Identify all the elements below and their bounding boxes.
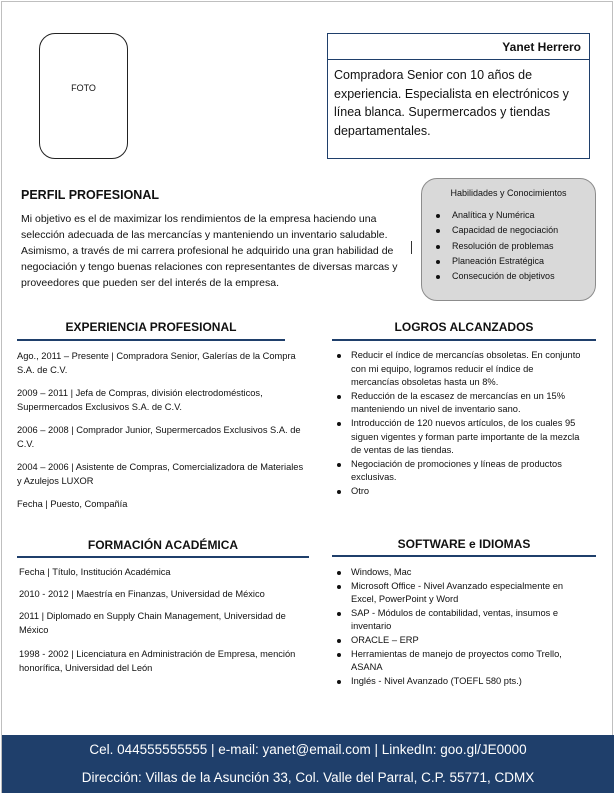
address-line: Dirección: Villas de la Asunción 33, Col. Valle del Parral, C.P. 55771, CDMX — [81, 770, 535, 785]
software-title: SOFTWARE e IDIOMAS — [397, 537, 531, 551]
software-item: SAP - Módulos de contabilidad, ventas, insumos e inventario — [337, 607, 582, 634]
contact-footer — [2, 735, 614, 793]
achievement-item: Reducción de la escasez de mercancías en un 15% manteniendo un nivel de inventario sano. — [337, 390, 582, 417]
profile-title: PERFIL PROFESIONAL — [21, 188, 159, 202]
experience-item: 2006 – 2008 | Comprador Junior, Supermercados Exclusivos S.A. de C.V. — [17, 425, 301, 449]
education-item: Fecha | Título, Institución Académica — [19, 567, 171, 577]
skill-item: Analítica y Numérica — [436, 210, 558, 225]
education-item: 1998 - 2002 | Licenciatura en Administración de Empresa, mención honorífica, Universidad del León — [19, 649, 296, 673]
contact-line: Cel. 044555555555 | e-mail: yanet@email.com | LinkedIn: goo.gl/JE0000 — [89, 742, 527, 757]
skill-item: Consecución de objetivos — [436, 271, 558, 286]
skills-list — [436, 210, 558, 286]
experience-rule — [17, 339, 285, 341]
achievements-rule — [332, 339, 596, 341]
profile-text: Mi objetivo es el de maximizar los rendimientos de la empresa haciendo una selección adecuada de las mercancías y manteniendo un inventario saludable. Asimismo, a través de mi carrera profesional he adquirido una gran habilidad de negociación y tengo buenas relaciones con representantes de diversas marcas y proveedores que pueden ser del interés de la empresa. — [21, 213, 398, 289]
candidate-name: Yanet Herrero — [502, 40, 581, 54]
experience-title: EXPERIENCIA PROFESIONAL — [65, 320, 237, 334]
software-item: Windows, Mac — [337, 566, 582, 580]
resume-page — [1, 1, 613, 793]
summary-box: Compradora Senior con 10 años de experiencia. Especialista en electrónicos y línea blanca. Supermercados y tiendas departamentales. — [327, 59, 590, 159]
experience-item: 2009 – 2011 | Jefa de Compras, división electrodomésticos, Supermercados Exclusivos S.A. de C.V. — [17, 388, 263, 412]
education-item: 2010 - 2012 | Maestría en Finanzas, Universidad de México — [19, 589, 265, 599]
skills-title: Habilidades y Conocimientos — [450, 188, 567, 198]
achievement-item: Negociación de promociones y líneas de productos exclusivas. — [337, 458, 582, 485]
software-item: Microsoft Office - Nivel Avanzado especialmente en Excel, PowerPoint y Word — [337, 580, 582, 607]
skills-box — [421, 178, 596, 301]
software-rule — [332, 555, 596, 557]
software-item: ORACLE – ERP — [337, 634, 582, 648]
achievements-title: LOGROS ALCANZADOS — [394, 320, 534, 334]
experience-item: Ago., 2011 – Presente | Compradora Senior, Galerías de la Compra S.A. de C.V. — [17, 351, 296, 375]
achievement-item: Otro — [337, 485, 582, 499]
achievement-item: Introducción de 120 nuevos artículos, de los cuales 95 siguen vigentes y forman parte importante de la mezcla de ventas de las tiendas. — [337, 417, 582, 458]
software-item: Inglés - Nivel Avanzado (TOEFL 580 pts.) — [337, 675, 582, 689]
experience-item: 2004 – 2006 | Asistente de Compras, Comercializadora de Materiales y Azulejos LUXOR — [17, 462, 304, 486]
text-cursor — [411, 241, 412, 254]
education-rule — [17, 556, 309, 558]
software-list — [337, 566, 582, 688]
skill-item: Planeación Estratégica — [436, 256, 558, 271]
photo-label: FOTO — [71, 83, 96, 93]
photo-placeholder — [39, 33, 128, 159]
skill-item: Capacidad de negociación — [436, 225, 558, 240]
experience-item: Fecha | Puesto, Compañía — [17, 499, 128, 509]
software-item: Herramientas de manejo de proyectos como Trello, ASANA — [337, 648, 582, 675]
education-item: 2011 | Diplomado en Supply Chain Management, Universidad de México — [19, 611, 286, 635]
name-box — [327, 33, 590, 60]
skill-item: Resolución de problemas — [436, 241, 558, 256]
achievement-item: Reducir el índice de mercancías obsoletas. En conjunto con mi equipo, logramos reducir el índice de mercancías obsoletas hasta un 8%. — [337, 349, 582, 390]
education-title: FORMACIÓN ACADÉMICA — [87, 538, 239, 552]
achievements-list — [337, 349, 582, 499]
